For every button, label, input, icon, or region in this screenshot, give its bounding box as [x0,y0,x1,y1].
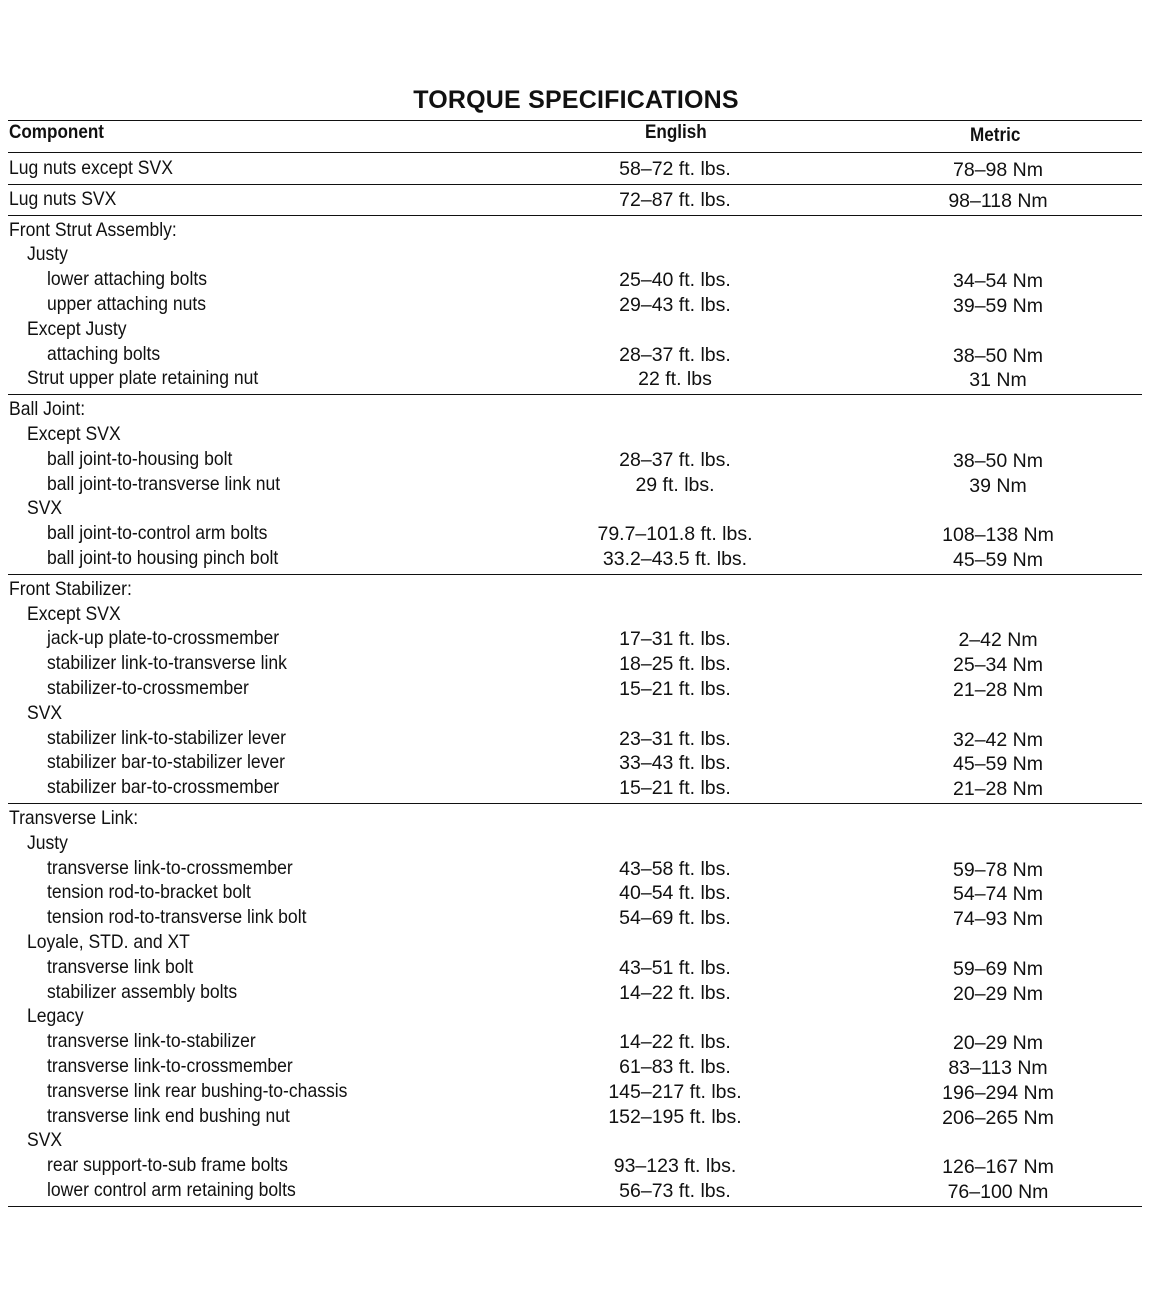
page-title: TORQUE SPECIFICATIONS [413,86,739,114]
component-cell: transverse link rear bushing-to-chassis [47,1079,348,1102]
metric-cell: 38–50 Nm [953,344,1043,367]
component-cell: stabilizer bar-to-crossmember [47,776,280,799]
metric-cell: 45–59 Nm [953,753,1043,776]
component-cell: stabilizer assembly bolts [47,980,238,1003]
english-cell: 43–51 ft. lbs. [619,956,731,979]
table-row [0,701,1152,726]
component-cell: upper attaching nuts [47,293,207,315]
component-cell: Legacy [27,1005,84,1028]
component-cell: Except SVX [27,602,121,625]
table-row [0,1104,1152,1129]
table-row [0,187,1152,212]
english-cell: 43–58 ft. lbs. [619,857,731,880]
component-cell: SVX [27,701,63,724]
table-row [0,651,1152,676]
metric-cell: 2–42 Nm [958,629,1038,652]
metric-cell: 74–93 Nm [953,908,1043,931]
component-cell: Except Justy [27,317,127,340]
component-cell: stabilizer link-to-stabilizer lever [47,726,286,749]
component-cell: stabilizer-to-crossmember [47,677,249,699]
component-cell: transverse link-to-crossmember [47,1055,293,1077]
metric-cell: 98–118 Nm [948,189,1048,212]
metric-cell: 25–34 Nm [953,654,1043,677]
english-cell: 33–43 ft. lbs. [619,752,731,775]
english-cell: 61–83 ft. lbs. [619,1056,731,1078]
table-row [0,626,1152,651]
section-rule [8,394,1142,395]
component-cell: SVX [27,497,63,520]
component-cell: stabilizer link-to-transverse link [47,652,287,675]
component-cell: rear support-to-sub frame bolts [47,1154,288,1177]
component-cell: attaching bolts [47,342,161,365]
component-cell: lower attaching bolts [47,268,208,291]
metric-cell: 196–294 Nm [942,1081,1054,1104]
table-row [0,218,1152,243]
table-row [0,1004,1152,1029]
component-cell: Lug nuts except SVX [9,157,173,179]
table-row [0,1178,1152,1203]
metric-cell: 45–59 Nm [953,549,1043,571]
metric-cell: 39 Nm [969,474,1027,497]
component-cell: Front Stabilizer: [9,577,132,600]
section-rule [8,803,1142,804]
metric-cell: 78–98 Nm [953,159,1043,181]
table-row [0,397,1152,422]
english-cell: 93–123 ft. lbs. [613,1155,737,1178]
section-rule [8,1206,1142,1207]
table-row [0,726,1152,751]
table-row [0,831,1152,856]
english-cell: 40–54 ft. lbs. [619,882,731,905]
table-row [0,242,1152,267]
table-row [0,905,1152,930]
title-rule [8,120,1142,121]
metric-cell: 21–28 Nm [953,778,1043,801]
table-row [0,750,1152,775]
component-cell: tension rod-to-transverse link bolt [47,906,307,929]
component-cell: Strut upper plate retaining nut [27,367,259,390]
english-cell: 33.2–43.5 ft. lbs. [602,548,748,570]
metric-cell: 20–29 Nm [953,982,1043,1005]
metric-cell: 59–69 Nm [953,957,1043,980]
english-cell: 28–37 ft. lbs. [619,448,731,471]
metric-cell: 126–167 Nm [942,1156,1054,1179]
header-rule [8,152,1142,153]
table-row [0,1128,1152,1153]
table-row [0,317,1152,342]
english-cell: 18–25 ft. lbs. [619,653,731,676]
english-cell: 28–37 ft. lbs. [619,343,731,366]
component-cell: ball joint-to-control arm bolts [47,522,268,545]
component-cell: Transverse Link: [9,807,139,829]
table-row [0,1079,1152,1104]
component-cell: Ball Joint: [9,398,86,421]
metric-cell: 108–138 Nm [942,524,1054,547]
component-cell: SVX [27,1129,63,1152]
english-cell: 56–73 ft. lbs. [619,1180,731,1202]
english-cell: 15–21 ft. lbs. [619,678,731,700]
table-row [0,156,1152,181]
metric-cell: 38–50 Nm [953,449,1043,472]
component-cell: transverse link bolt [47,955,194,978]
component-cell: tension rod-to-bracket bolt [47,881,251,904]
english-cell: 72–87 ft. lbs. [619,188,731,211]
table-row [0,366,1152,391]
section-rule [8,184,1142,185]
metric-cell: 32–42 Nm [953,728,1043,751]
table-row [0,955,1152,980]
table-row [0,856,1152,881]
table-row [0,806,1152,831]
metric-cell: 20–29 Nm [953,1032,1043,1055]
english-cell: 25–40 ft. lbs. [619,269,731,292]
component-cell: ball joint-to-transverse link nut [47,472,281,495]
table-row [0,292,1152,317]
table-row [0,422,1152,447]
table-row [0,447,1152,472]
component-cell: jack-up plate-to-crossmember [47,627,280,650]
component-cell: transverse link end bushing nut [47,1104,290,1127]
english-cell: 15–21 ft. lbs. [619,777,731,800]
table-row [0,602,1152,627]
metric-cell: 31 Nm [969,369,1027,392]
component-cell: Justy [27,243,68,266]
english-cell: 14–22 ft. lbs. [619,1031,731,1054]
component-cell: ball joint-to-housing bolt [47,447,233,470]
metric-cell: 21–28 Nm [953,679,1043,701]
english-cell: 54–69 ft. lbs. [619,907,731,930]
metric-cell: 54–74 Nm [953,883,1043,906]
table-row [0,980,1152,1005]
metric-cell: 34–54 Nm [953,270,1043,293]
component-cell: Front Strut Assembly: [9,218,177,241]
table-row [0,267,1152,292]
english-cell: 22 ft. lbs [638,368,712,391]
component-cell: Loyale, STD. and XT [27,931,190,953]
table-row [0,676,1152,701]
column-header-metric: Metric [970,125,1021,146]
table-row [0,930,1152,955]
component-cell: transverse link-to-stabilizer [47,1030,256,1053]
english-cell: 152–195 ft. lbs. [608,1105,742,1128]
column-header-component: Component [9,122,104,143]
table-row [0,546,1152,571]
english-cell: 58–72 ft. lbs. [619,158,731,180]
component-cell: ball joint-to housing pinch bolt [47,547,279,569]
english-cell: 145–217 ft. lbs. [608,1080,742,1103]
table-row [0,496,1152,521]
component-cell: lower control arm retaining bolts [47,1179,296,1201]
column-header-english: English [645,122,707,143]
english-cell: 29 ft. lbs. [635,473,715,496]
table-row [0,521,1152,546]
table-row [0,1153,1152,1178]
metric-cell: 206–265 Nm [942,1106,1054,1129]
table-row [0,880,1152,905]
metric-cell: 59–78 Nm [953,858,1043,881]
component-cell: transverse link-to-crossmember [47,856,293,879]
table-row [0,472,1152,497]
section-rule [8,215,1142,216]
table-row [0,1029,1152,1054]
english-cell: 79.7–101.8 ft. lbs. [597,523,753,546]
metric-cell: 83–113 Nm [948,1057,1048,1079]
english-cell: 14–22 ft. lbs. [619,981,731,1004]
english-cell: 17–31 ft. lbs. [619,628,731,651]
english-cell: 23–31 ft. lbs. [619,727,731,750]
metric-cell: 39–59 Nm [953,295,1043,317]
english-cell: 29–43 ft. lbs. [619,294,731,316]
table-row [0,775,1152,800]
section-rule [8,574,1142,575]
table-row [0,577,1152,602]
component-cell: Except SVX [27,423,121,445]
component-cell: Justy [27,831,68,854]
table-row [0,342,1152,367]
component-cell: stabilizer bar-to-stabilizer lever [47,751,285,774]
table-row [0,1054,1152,1079]
component-cell: Lug nuts SVX [9,187,117,210]
metric-cell: 76–100 Nm [947,1181,1049,1203]
